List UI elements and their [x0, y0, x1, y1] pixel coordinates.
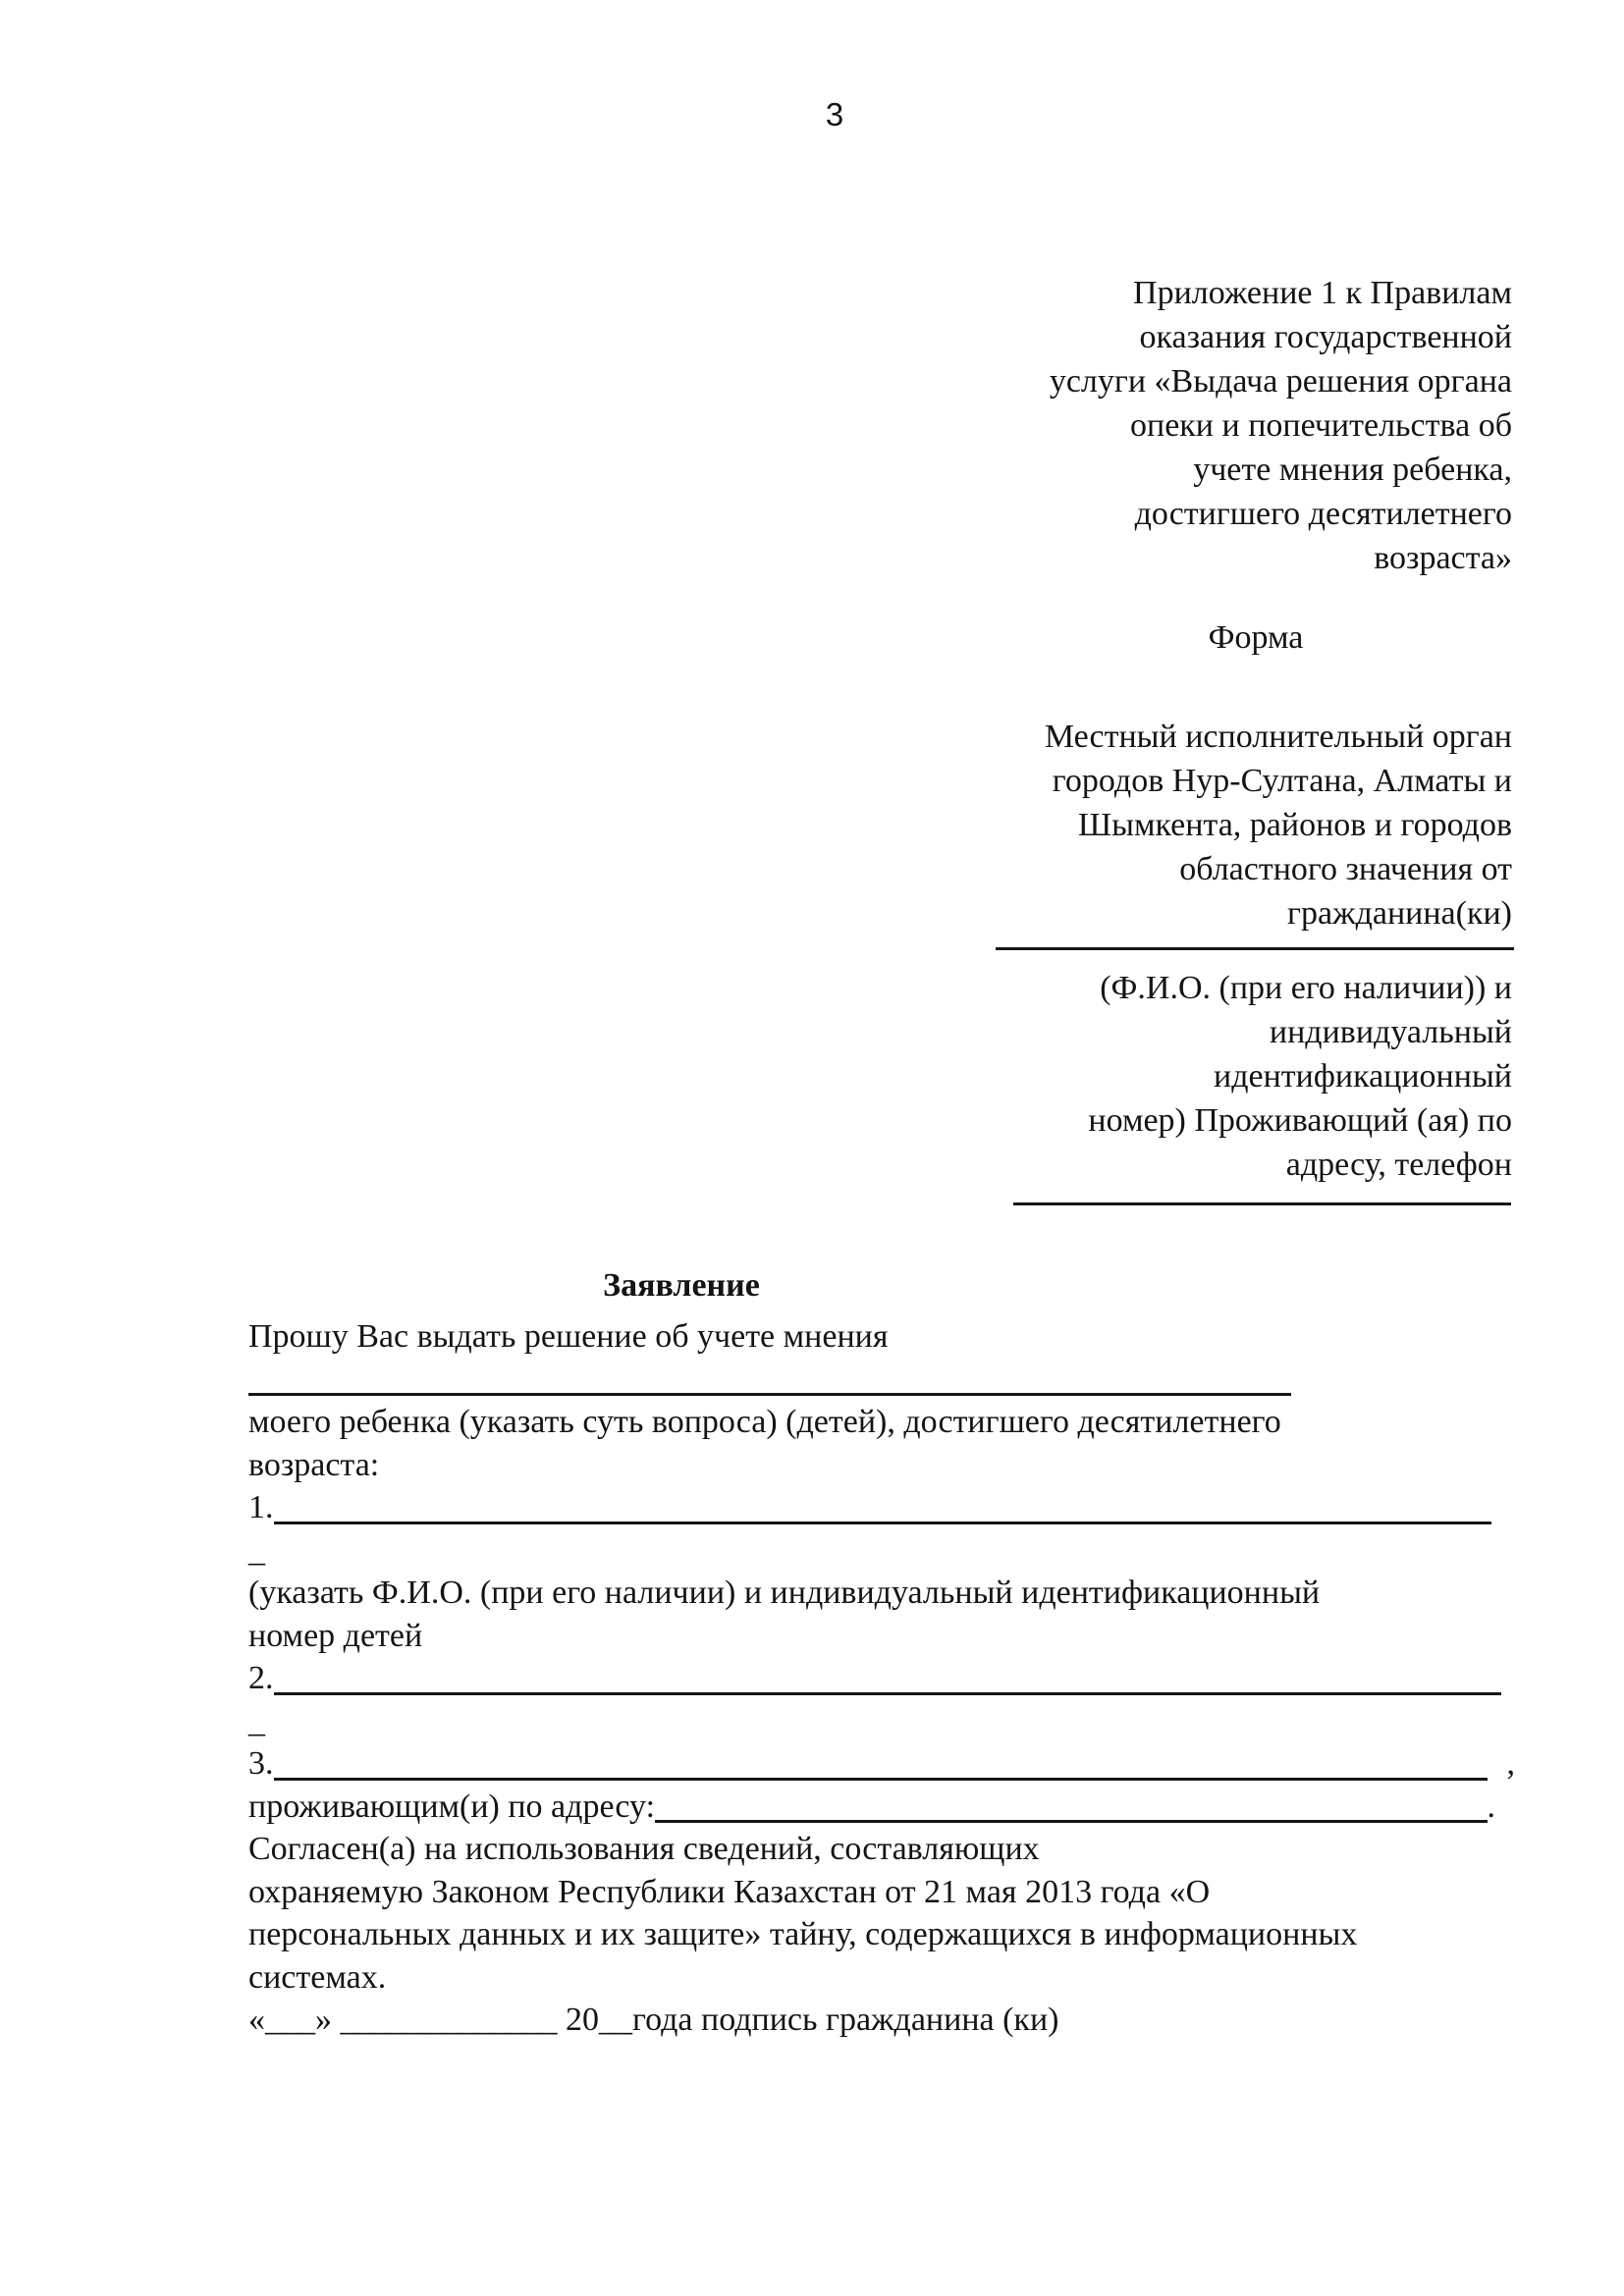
- page-number: 3: [825, 96, 844, 133]
- blank-field-line: [655, 1820, 1487, 1823]
- recipient-line: Шымкента, районов и городов: [1077, 807, 1512, 843]
- applicant-name-blank-line: [996, 947, 1514, 950]
- address-label: проживающим(и) по адресу:: [248, 1788, 656, 1825]
- form-line: Прошу Вас выдать решение об учете мнения: [248, 1318, 889, 1355]
- item-number-label: 1.: [248, 1489, 274, 1525]
- application-title: Заявление: [603, 1267, 760, 1304]
- item-number-label: 2.: [248, 1660, 274, 1696]
- appendix-note-line: достигшего десятилетнего: [1134, 496, 1512, 532]
- form-line-item-3: [248, 1742, 1515, 1786]
- form-line-address: [248, 1786, 1495, 1829]
- form-type-label: Форма: [1208, 619, 1304, 656]
- line-suffix: ,: [1506, 1745, 1515, 1782]
- application-body: [248, 1315, 1525, 2042]
- form-line-blank: [248, 1359, 1525, 1402]
- appendix-note-line: опеки и попечительства об: [1130, 407, 1512, 444]
- recipient-line: Местный исполнительный орган: [1044, 719, 1512, 755]
- form-line: (указать Ф.И.О. (при его наличии) и индивидуальный идентификационный: [248, 1575, 1321, 1611]
- form-line: системах.: [248, 1958, 387, 1996]
- recipient-line: гражданина(ки): [1287, 895, 1512, 932]
- recipient-block: [962, 715, 1512, 935]
- appendix-note-line: услуги «Выдача решения органа: [1049, 363, 1512, 400]
- form-line-item-2: [248, 1657, 1501, 1700]
- appendix-note-line: учете мнения ребенка,: [1193, 452, 1512, 488]
- fio-caption-line: индивидуальный: [1269, 1014, 1512, 1050]
- appendix-note: [962, 271, 1512, 580]
- appendix-note-line: возраста»: [1374, 540, 1512, 576]
- recipient-line: городов Нур-Султана, Алматы и: [1052, 763, 1512, 799]
- fio-caption-line: идентификационный: [1214, 1058, 1512, 1095]
- fio-caption-line: номер) Проживающий (ая) по: [1088, 1102, 1512, 1139]
- form-line: охраняемую Законом Республики Казахстан от 21 мая 2013 года «О: [248, 1873, 1211, 1910]
- form-line: _: [248, 1702, 265, 1739]
- form-line-item-1: [248, 1486, 1491, 1529]
- form-line: возраста:: [248, 1446, 380, 1483]
- appendix-note-line: Приложение 1 к Правилам: [1133, 275, 1512, 311]
- date-signature-line: «___» _____________ 20__года подпись гражданина (ки): [248, 2002, 1059, 2038]
- fio-caption-line: адресу, телефон: [1285, 1147, 1512, 1183]
- fio-caption-line: (Ф.И.О. (при его наличии)) и: [1100, 970, 1512, 1006]
- blank-field-line: [274, 1778, 1488, 1781]
- form-line: номер детей: [248, 1617, 423, 1654]
- fio-caption-block: [962, 966, 1512, 1187]
- form-line: Согласен(а) на использования сведений, составляющих: [248, 1831, 1040, 1867]
- recipient-line: областного значения от: [1179, 851, 1512, 887]
- blank-field-line: [248, 1393, 1291, 1396]
- item-number-label: 3.: [248, 1745, 274, 1782]
- appendix-note-line: оказания государственной: [1139, 319, 1512, 355]
- address-blank-line: [1013, 1202, 1511, 1205]
- blank-field-line: [274, 1522, 1492, 1524]
- form-line: моего ребенка (указать суть вопроса) (детей), достигшего десятилетнего: [248, 1404, 1281, 1440]
- line-suffix: .: [1487, 1788, 1495, 1825]
- blank-field-line: [274, 1692, 1502, 1695]
- form-line: _: [248, 1531, 265, 1569]
- form-line: персональных данных и их защите» тайну, содержащихся в информационных: [248, 1916, 1358, 1952]
